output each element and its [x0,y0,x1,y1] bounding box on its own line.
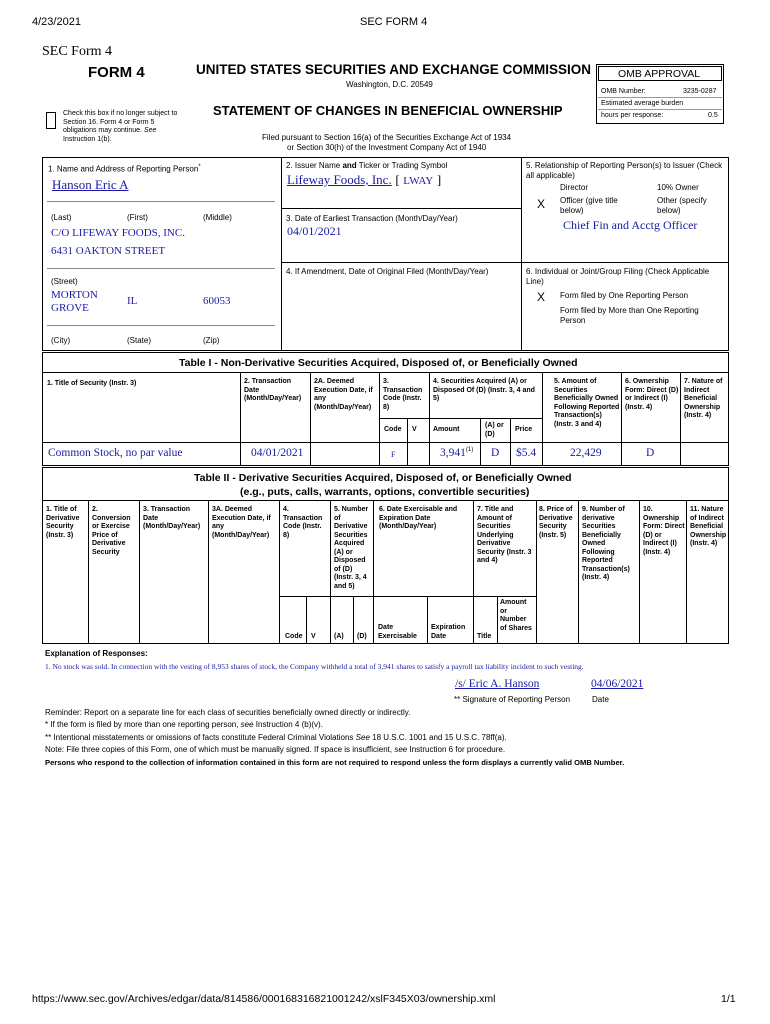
box3-label: 3. Date of Earliest Transaction (Month/Day/Year) [286,214,458,223]
box5-label: 5. Relationship of Reporting Person(s) to Issuer (Check all applicable) [526,161,723,180]
t1-h2a: 2A. Deemed Execution Date, if any (Month/Day/Year) [314,378,373,411]
note2-text: ** Intentional misstatements or omissions of facts constitute Federal Criminal Violations [45,733,356,742]
ticker-bracket-close: ] [436,172,442,187]
section16-text-main: Check this box if no longer subject to Section 16. Form 4 or Form 5 obligations may continue. [63,110,178,134]
form-label: FORM 4 [88,64,145,81]
signature-date-link[interactable]: 04/06/2021 [591,678,644,690]
ticker-bracket-open: [ [395,172,400,187]
t1-h6: 6. Ownership Form: Direct (D) or Indirect (I) (Instr. 4) [625,378,679,411]
reporting-person-name-link[interactable]: Hanson Eric A [52,177,129,192]
t1-row-price: $5.4 [516,447,537,459]
other-label: Other (specify below) [657,196,707,215]
print-title: SEC FORM 4 [360,16,428,28]
state-value: IL [127,295,138,307]
t1-h4: 4. Securities Acquired (A) or Disposed Of (D) (Instr. 3, 4 and 5) [433,378,535,402]
t2-h1: 1. Title of Derivative Security (Instr. 3) [46,506,80,539]
ticker-symbol: LWAY [403,175,434,187]
signature-link[interactable]: /s/ Eric A. Hanson [455,678,540,690]
officer-title: Chief Fin and Acctg Officer [563,218,698,232]
filing-option-2: Form filed by More than One Reporting Person [560,306,699,325]
omb-title: OMB APPROVAL [618,68,701,80]
t1-sub-amount: Amount [433,426,460,433]
city-label: (City) [51,336,71,345]
city-value-2: GROVE [51,302,89,314]
note3-text: Note: File three copies of this Form, one of which must be manually signed. If space is insufficient, [45,745,395,754]
director-label: Director [560,183,589,192]
earliest-transaction-date: 04/01/2021 [287,224,342,238]
box2-label [286,161,447,171]
issuer-line [287,172,441,188]
print-page: 1/1 [721,993,736,1005]
address-line-1: C/O LIFEWAY FOODS, INC. [51,227,185,239]
sec-form-label: SEC Form 4 [42,44,113,59]
box2-label-and: and [342,161,357,170]
box1-asterisk: * [198,164,201,170]
filed-line-1: Filed pursuant to Section 16(a) of the Securities Exchange Act of 1934 [262,133,512,142]
note2-statute: 18 U.S.C. 1001 and 15 U.S.C. 78ff(a). [369,733,507,742]
persons-note: Persons who respond to the collection of information contained in this form are not required to respond unless the form displays a currently valid OMB Number. [45,758,625,767]
t1-row-amount [440,447,473,459]
t2-h3: 3. Transaction Date (Month/Day/Year) [143,506,201,530]
t2-sub-date-exercisable: Date Exercisable [378,624,417,640]
section16-checkbox[interactable] [46,112,56,129]
t2-sub-a: (A) [334,633,344,640]
section16-instruction: Instruction 1(b). [63,135,112,143]
note3-instruction: Instruction 6 for procedure. [407,745,506,754]
zip-label: (Zip) [203,336,220,345]
t2-h5: 5. Number of Derivative Securities Acquired (A) or Disposed of (D) (Instr. 3, 4 and 5) [334,506,369,590]
t2-sub-code: Code [285,633,303,640]
date-label: Date [592,695,609,704]
officer-label: Officer (give title below) [560,196,618,215]
omb-burden-label: Estimated average burden [601,100,684,107]
state-label: (State) [127,336,152,345]
t2-sub-d: (D) [357,633,367,640]
agency-title: UNITED STATES SECURITIES AND EXCHANGE COMMISSION [196,62,592,77]
t1-row-footnote: (1) [465,447,474,454]
t2-h11: 11. Nature of Indirect Beneficial Ownership (Instr. 4) [690,506,727,547]
zip-value: 60053 [203,295,231,307]
note2-see: See [355,733,370,742]
box2-label-post: Ticker or Trading Symbol [356,161,448,170]
explanation-label: Explanation of Responses: [45,649,148,658]
t1-h2: 2. Transaction Date (Month/Day/Year) [244,378,302,402]
t1-h1: 1. Title of Security (Instr. 3) [47,380,137,387]
print-url: https://www.sec.gov/Archives/edgar/data/814586/000168316821001242/xslF345X03/ownership.xml [32,993,496,1005]
t2-h2: 2. Conversion or Exercise Price of Derivative Security [92,506,131,556]
t2-h7: 7. Title and Amount of Securities Underlying Derivative Security (Instr. 3 and 4) [477,506,532,564]
t1-row-owned: 22,429 [570,447,602,459]
section16-text [63,110,183,144]
street-label: (Street) [51,277,78,286]
t2-h10: 10. Ownership Form: Direct (D) or Indirect (I) (Instr. 4) [643,506,685,556]
t2-h4: 4. Transaction Code (Instr. 8) [283,506,323,539]
t1-row-code: F [391,450,396,459]
print-date: 4/23/2021 [32,16,81,28]
t1-h5: 5. Amount of Securities Beneficially Owned Following Reported Transaction(s) (Instr. 3 and 4) [554,378,620,428]
note-copies [45,745,505,754]
signature-label: ** Signature of Reporting Person [454,695,571,704]
t1-row-title: Common Stock, no par value [48,447,183,459]
t2-sub-expiration: Expiration Date [431,624,466,640]
t1-row-amount-value: 3,941 [440,447,466,459]
box1-label-text: 1. Name and Address of Reporting Person [48,164,199,174]
city-value-1: MORTON [51,289,98,301]
middle-label: (Middle) [203,213,232,222]
t1-h7: 7. Nature of Indirect Beneficial Ownership (Instr. 4) [684,378,723,419]
individual-filing-check-mark[interactable]: X [537,290,546,304]
t2-h6: 6. Date Exercisable and Expiration Date (Month/Day/Year) [379,506,458,530]
omb-number-label: OMB Number: [601,88,646,95]
t2-sub-amount: Amount or Number of Shares [500,599,532,632]
last-label: (Last) [51,213,72,222]
t1-row-date: 04/01/2021 [251,447,304,459]
address-line-2: 6431 OAKTON STREET [51,245,166,257]
box1-label [48,163,201,174]
t1-row-aord: D [491,447,500,459]
omb-number-value: 3235-0287 [683,88,717,95]
box6-label: 6. Individual or Joint/Group Filing (Check Applicable Line) [526,267,710,286]
note1-see: see [240,720,254,729]
first-label: (First) [127,213,148,222]
note-multiple-filers [45,720,323,729]
reminder-note: Reminder: Report on a separate line for each class of securities beneficially owned directly or indirectly. [45,708,411,717]
t1-sub-aord: (A) or (D) [485,422,504,438]
note1-text: * If the form is filed by more than one reporting person, [45,720,241,729]
table1-title: Table I - Non-Derivative Securities Acquired, Disposed of, or Beneficially Owned [179,357,578,369]
t2-sub-v: V [311,633,316,640]
t2-sub-title: Title [477,633,492,640]
t1-sub-code: Code [384,426,402,433]
statement-title: STATEMENT OF CHANGES IN BENEFICIAL OWNERSHIP [213,103,563,118]
box4-label: 4. If Amendment, Date of Original Filed (Month/Day/Year) [286,267,489,276]
filed-line-2: or Section 30(h) of the Investment Company Act of 1940 [287,143,487,152]
agency-address: Washington, D.C. 20549 [346,80,433,89]
t1-sub-v: V [412,426,417,433]
table2-title-1: Table II - Derivative Securities Acquired, Disposed of, or Beneficially Owned [194,472,572,484]
officer-check-mark[interactable]: X [537,197,546,211]
t1-sub-price: Price [515,426,533,433]
table2-title-2: (e.g., puts, calls, warrants, options, convertible securities) [240,486,530,498]
t1-row-form: D [646,447,655,459]
note1-instruction: Instruction 4 (b)(v). [253,720,323,729]
omb-hours-value: 0.5 [708,112,718,119]
note3-see: see [394,745,408,754]
filing-option-1: Form filed by One Reporting Person [560,291,689,300]
t1-h3: 3. Transaction Code (Instr. 8) [383,378,423,411]
omb-hours-label: hours per response: [601,112,664,119]
issuer-name-link[interactable]: Lifeway Foods, Inc. [287,172,392,187]
t2-h8: 8. Price of Derivative Security (Instr. 5) [539,506,573,539]
owner10-label: 10% Owner [657,183,699,192]
box2-label-pre: 2. Issuer Name [286,161,343,170]
section16-see: See [143,127,157,134]
note-misstatements [45,733,507,742]
t2-h9: 9. Number of derivative Securities Beneficially Owned Following Reported Transaction(s) (Instr. 4) [582,506,630,581]
t2-h3a: 3A. Deemed Execution Date, if any (Month/Day/Year) [212,506,271,539]
explanation-text: 1. No stock was sold. In connection with the vesting of 8,953 shares of stock, the Company withheld a total of 3,941 shares to satisfy a payroll tax liability incident to such vesting. [45,662,584,671]
